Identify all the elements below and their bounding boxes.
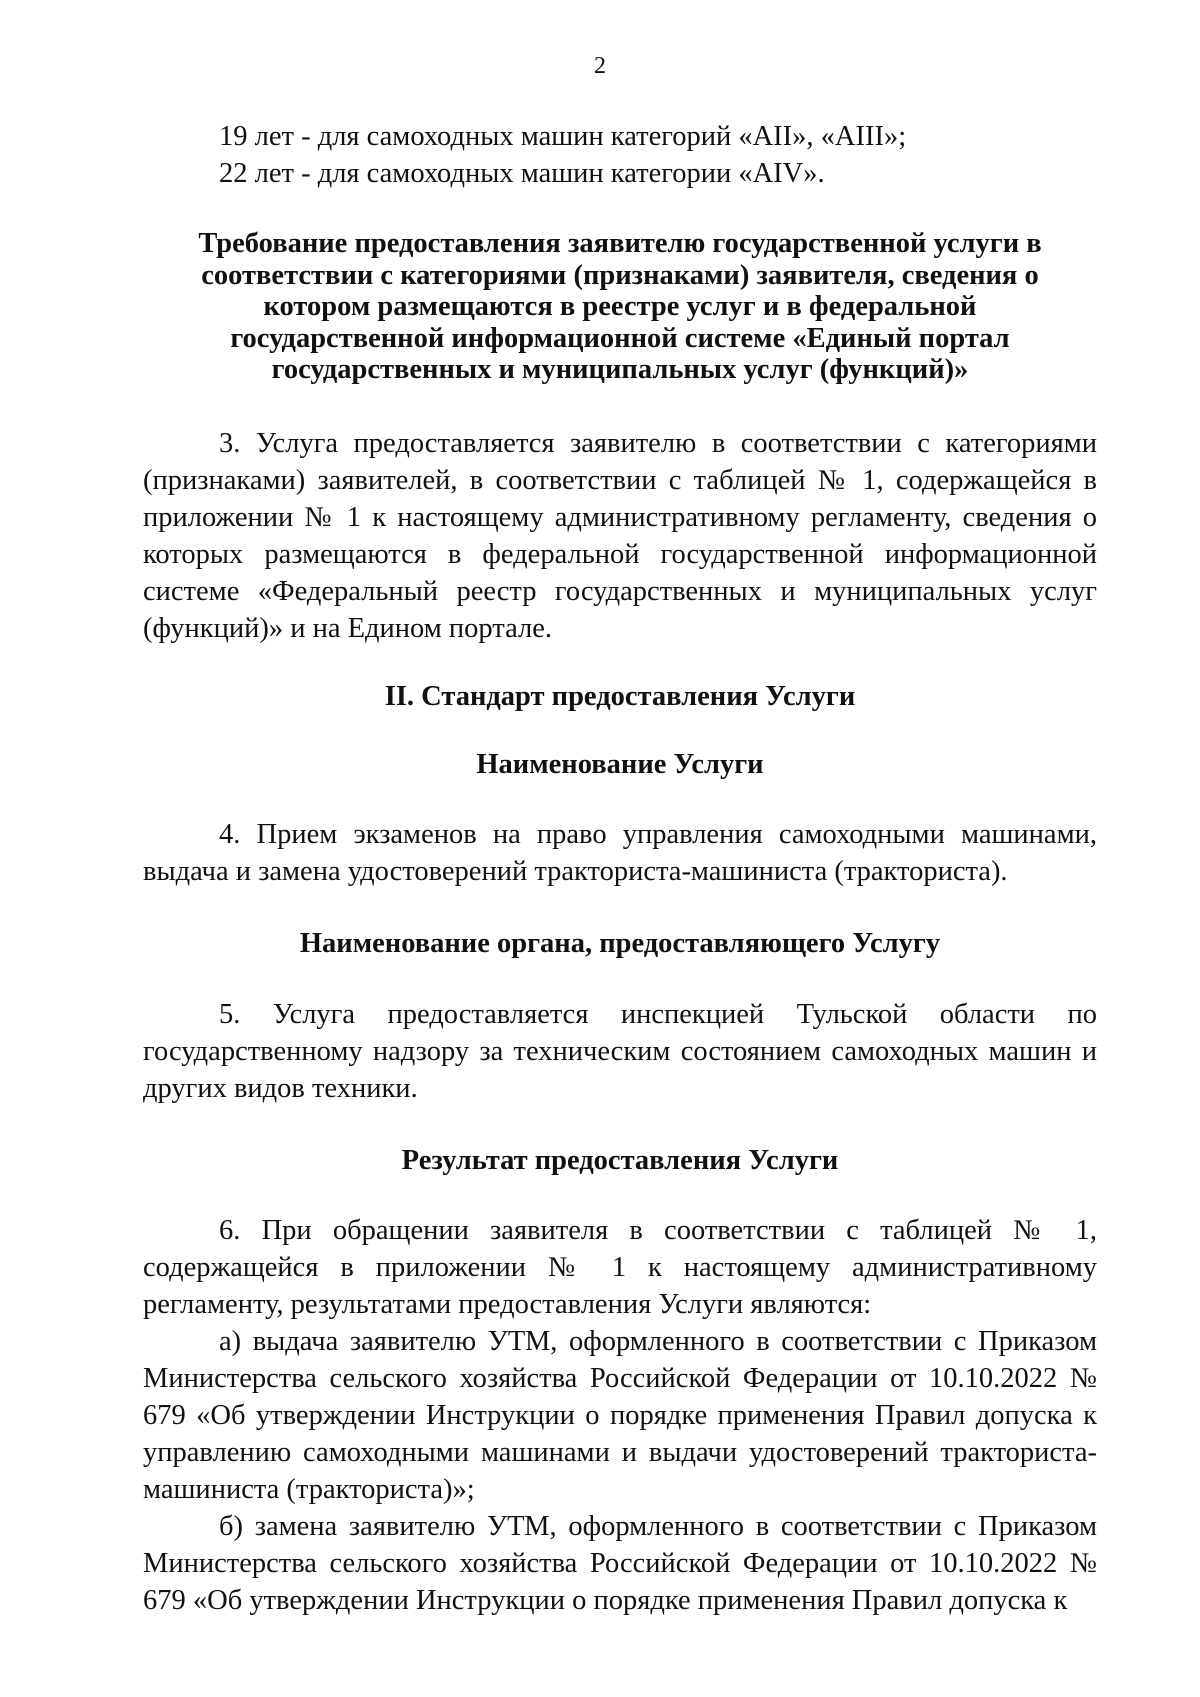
spacer [143, 960, 1097, 996]
spacer [143, 192, 1097, 228]
heading-service-name: Наименование Услуги [476, 748, 764, 780]
intro-line-2: 22 лет - для самоходных машин категории «AIV». [219, 158, 825, 189]
spacer [143, 713, 1097, 749]
spacer [143, 781, 1097, 816]
intro-line-1: 19 лет - для самоходных машин категорий «AII», «AIII»; [219, 121, 907, 152]
paragraph-4: 4. Прием экзаменов на право управления самоходными машинами, выдача и замена удостоверений тракториста-машиниста (тракториста). [143, 818, 1097, 887]
paragraph-5: 5. Услуга предоставляется инспекцией Тульской области по государственному надзору за техническим состоянием самоходных машин и других видов техники. [143, 998, 1097, 1104]
heading-result: Результат предоставления Услуги [401, 1144, 839, 1176]
spacer [143, 890, 1097, 928]
spacer [143, 386, 1097, 425]
spacer [143, 1177, 1097, 1212]
document-body [143, 118, 1097, 1619]
paragraph-3: 3. Услуга предоставляется заявителю в соответствии с категориями (признаками) заявителей, в соответствии с таблицей № 1, содержащейся в приложении № 1 к настоящему административному регламенту, сведения о которых размещаются в федеральной государственной информационной системе «Федеральный реестр государственных и муниципальных услуг (функций)» и на Едином портале. [143, 427, 1097, 644]
spacer [143, 647, 1097, 681]
spacer [143, 1107, 1097, 1145]
section-title: II. Стандарт предоставления Услуги [384, 680, 856, 712]
paragraph-6: 6. При обращении заявителя в соответствии с таблицей № 1, содержащейся в приложении № 1 к настоящему административному регламенту, результатами предоставления Услуги являются: [143, 1214, 1097, 1320]
paragraph-6b: б) замена заявителю УТМ, оформленного в соответствии с Приказом Министерства сельского хозяйства Российской Федерации от 10.10.2022 № 679 «Об утверждении Инструкции о порядке применения Правил допуска к [143, 1510, 1097, 1616]
paragraph-6a: а) выдача заявителю УТМ, оформленного в соответствии с Приказом Министерства сельского хозяйства Российской Федерации от 10.10.2022 № 679 «Об утверждении Инструкции о порядке применения Правил допуска к управлению самоходными машинами и выдачи удостоверений тракториста-машиниста (тракториста)»; [143, 1325, 1097, 1505]
heading-requirement: Требование предоставления заявителю государственной услуги в соответствии с категориями (признаками) заявителя, сведения о котором размещаются в реестре услуг и в федеральной государственной информационной системе «Единый портал государственных и муниципальных услуг (функций)» [198, 228, 1042, 385]
heading-organ: Наименование органа, предоставляющего Услугу [299, 927, 941, 959]
page-number: 2 [594, 53, 606, 79]
